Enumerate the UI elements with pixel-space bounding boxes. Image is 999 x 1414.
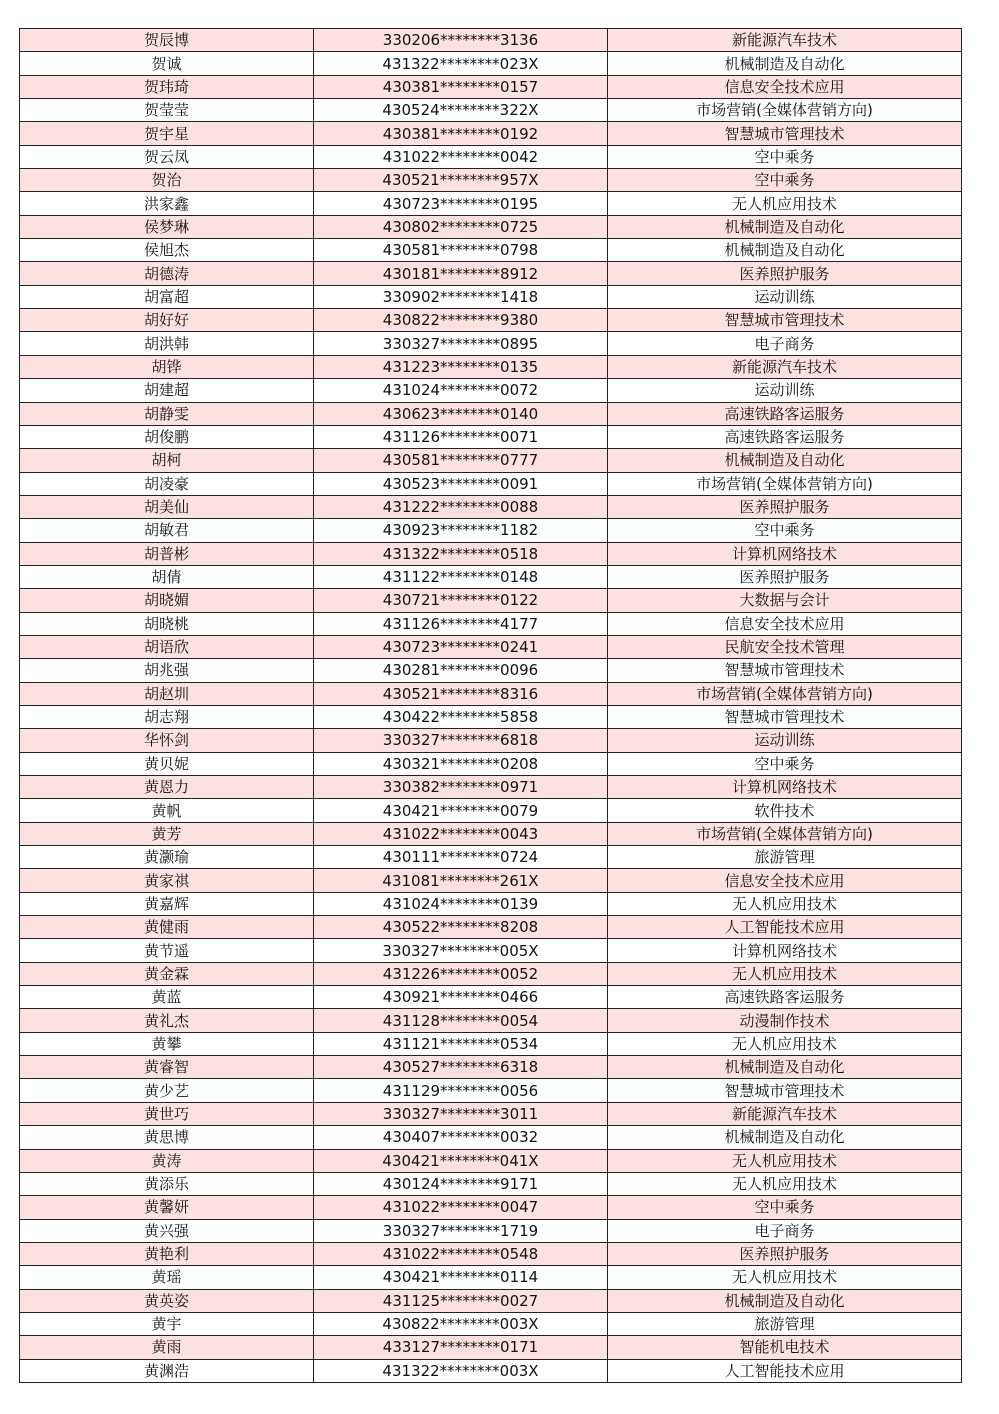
major-cell: 旅游管理 bbox=[608, 1312, 962, 1335]
name-cell: 黄宇 bbox=[20, 1312, 314, 1335]
major-cell: 空中乘务 bbox=[608, 752, 962, 775]
table-row bbox=[20, 1359, 962, 1382]
name-cell: 胡敏君 bbox=[20, 519, 314, 542]
table-row bbox=[20, 1266, 962, 1289]
id-number-cell: 430407********0032 bbox=[314, 1126, 608, 1149]
major-cell: 机械制造及自动化 bbox=[608, 1056, 962, 1079]
name-cell: 黄节遥 bbox=[20, 939, 314, 962]
id-number-cell: 431125********0027 bbox=[314, 1289, 608, 1312]
table-row bbox=[20, 1056, 962, 1079]
table-row bbox=[20, 1289, 962, 1312]
id-number-cell: 330382********0971 bbox=[314, 776, 608, 799]
table-row bbox=[20, 565, 962, 588]
major-cell: 大数据与会计 bbox=[608, 589, 962, 612]
table-row bbox=[20, 262, 962, 285]
table-row bbox=[20, 402, 962, 425]
id-number-cell: 431121********0534 bbox=[314, 1032, 608, 1055]
id-number-cell: 430524********322X bbox=[314, 99, 608, 122]
name-cell: 黄蓝 bbox=[20, 986, 314, 1009]
table-row bbox=[20, 799, 962, 822]
name-cell: 贺玮琦 bbox=[20, 75, 314, 98]
name-cell: 胡德涛 bbox=[20, 262, 314, 285]
table-body bbox=[20, 29, 962, 1383]
major-cell: 智能机电技术 bbox=[608, 1336, 962, 1359]
name-cell: 胡建超 bbox=[20, 379, 314, 402]
major-cell: 空中乘务 bbox=[608, 169, 962, 192]
name-cell: 黄兴强 bbox=[20, 1219, 314, 1242]
table-row bbox=[20, 612, 962, 635]
name-cell: 黄渊浩 bbox=[20, 1359, 314, 1382]
id-number-cell: 430822********003X bbox=[314, 1312, 608, 1335]
table-row bbox=[20, 519, 962, 542]
major-cell: 无人机应用技术 bbox=[608, 1266, 962, 1289]
id-number-cell: 330902********1418 bbox=[314, 285, 608, 308]
name-cell: 胡兆强 bbox=[20, 659, 314, 682]
id-number-cell: 430822********9380 bbox=[314, 309, 608, 332]
name-cell: 黄帆 bbox=[20, 799, 314, 822]
major-cell: 智慧城市管理技术 bbox=[608, 659, 962, 682]
table-row bbox=[20, 52, 962, 75]
major-cell: 智慧城市管理技术 bbox=[608, 309, 962, 332]
name-cell: 胡晓桃 bbox=[20, 612, 314, 635]
id-number-cell: 431126********4177 bbox=[314, 612, 608, 635]
name-cell: 胡铧 bbox=[20, 355, 314, 378]
table-row bbox=[20, 309, 962, 332]
id-number-cell: 330327********6818 bbox=[314, 729, 608, 752]
table-row bbox=[20, 869, 962, 892]
table-row bbox=[20, 379, 962, 402]
id-number-cell: 430921********0466 bbox=[314, 986, 608, 1009]
major-cell: 无人机应用技术 bbox=[608, 1172, 962, 1195]
id-number-cell: 431122********0148 bbox=[314, 565, 608, 588]
major-cell: 无人机应用技术 bbox=[608, 962, 962, 985]
name-cell: 黄少艺 bbox=[20, 1079, 314, 1102]
table-row bbox=[20, 939, 962, 962]
name-cell: 黄健雨 bbox=[20, 916, 314, 939]
table-row bbox=[20, 495, 962, 518]
name-cell: 胡倩 bbox=[20, 565, 314, 588]
name-cell: 胡赵圳 bbox=[20, 682, 314, 705]
major-cell: 信息安全技术应用 bbox=[608, 869, 962, 892]
major-cell: 空中乘务 bbox=[608, 519, 962, 542]
id-number-cell: 430111********0724 bbox=[314, 846, 608, 869]
table-row bbox=[20, 1196, 962, 1219]
table-row bbox=[20, 542, 962, 565]
id-number-cell: 430281********0096 bbox=[314, 659, 608, 682]
name-cell: 华怀剑 bbox=[20, 729, 314, 752]
table-row bbox=[20, 332, 962, 355]
table-row bbox=[20, 145, 962, 168]
table-row bbox=[20, 1032, 962, 1055]
major-cell: 信息安全技术应用 bbox=[608, 612, 962, 635]
table-row bbox=[20, 472, 962, 495]
major-cell: 机械制造及自动化 bbox=[608, 52, 962, 75]
major-cell: 市场营销(全媒体营销方向) bbox=[608, 822, 962, 845]
id-number-cell: 430381********0192 bbox=[314, 122, 608, 145]
major-cell: 市场营销(全媒体营销方向) bbox=[608, 682, 962, 705]
name-cell: 贺治 bbox=[20, 169, 314, 192]
table-row bbox=[20, 659, 962, 682]
name-cell: 洪家鑫 bbox=[20, 192, 314, 215]
id-number-cell: 430523********0091 bbox=[314, 472, 608, 495]
table-row bbox=[20, 99, 962, 122]
major-cell: 计算机网络技术 bbox=[608, 542, 962, 565]
name-cell: 侯梦琳 bbox=[20, 215, 314, 238]
id-number-cell: 330327********1719 bbox=[314, 1219, 608, 1242]
name-cell: 黄馨妍 bbox=[20, 1196, 314, 1219]
major-cell: 人工智能技术应用 bbox=[608, 916, 962, 939]
major-cell: 医养照护服务 bbox=[608, 565, 962, 588]
name-cell: 黄世巧 bbox=[20, 1102, 314, 1125]
major-cell: 医养照护服务 bbox=[608, 262, 962, 285]
table-row bbox=[20, 285, 962, 308]
name-cell: 黄贝妮 bbox=[20, 752, 314, 775]
table-row bbox=[20, 1172, 962, 1195]
id-number-cell: 430421********0079 bbox=[314, 799, 608, 822]
major-cell: 新能源汽车技术 bbox=[608, 355, 962, 378]
name-cell: 胡语欣 bbox=[20, 635, 314, 658]
major-cell: 医养照护服务 bbox=[608, 495, 962, 518]
name-cell: 黄家祺 bbox=[20, 869, 314, 892]
id-number-cell: 430421********041X bbox=[314, 1149, 608, 1172]
id-number-cell: 431126********0071 bbox=[314, 425, 608, 448]
table-row bbox=[20, 705, 962, 728]
major-cell: 民航安全技术管理 bbox=[608, 635, 962, 658]
table-row bbox=[20, 122, 962, 145]
id-number-cell: 430723********0195 bbox=[314, 192, 608, 215]
name-cell: 黄添乐 bbox=[20, 1172, 314, 1195]
id-number-cell: 430421********0114 bbox=[314, 1266, 608, 1289]
table-row bbox=[20, 169, 962, 192]
major-cell: 智慧城市管理技术 bbox=[608, 1079, 962, 1102]
table-row bbox=[20, 425, 962, 448]
major-cell: 软件技术 bbox=[608, 799, 962, 822]
major-cell: 电子商务 bbox=[608, 1219, 962, 1242]
id-number-cell: 431022********0042 bbox=[314, 145, 608, 168]
major-cell: 运动训练 bbox=[608, 379, 962, 402]
id-number-cell: 431081********261X bbox=[314, 869, 608, 892]
id-number-cell: 431223********0135 bbox=[314, 355, 608, 378]
table-row bbox=[20, 1102, 962, 1125]
id-number-cell: 430923********1182 bbox=[314, 519, 608, 542]
name-cell: 侯旭杰 bbox=[20, 239, 314, 262]
table-row bbox=[20, 1312, 962, 1335]
name-cell: 黄涛 bbox=[20, 1149, 314, 1172]
major-cell: 动漫制作技术 bbox=[608, 1009, 962, 1032]
id-number-cell: 430581********0777 bbox=[314, 449, 608, 472]
name-cell: 贺宇星 bbox=[20, 122, 314, 145]
id-number-cell: 431024********0072 bbox=[314, 379, 608, 402]
table-row bbox=[20, 29, 962, 52]
name-cell: 胡好好 bbox=[20, 309, 314, 332]
name-cell: 黄瑶 bbox=[20, 1266, 314, 1289]
major-cell: 医养照护服务 bbox=[608, 1242, 962, 1265]
major-cell: 空中乘务 bbox=[608, 1196, 962, 1219]
name-cell: 黄芳 bbox=[20, 822, 314, 845]
table-row bbox=[20, 215, 962, 238]
id-number-cell: 431022********0047 bbox=[314, 1196, 608, 1219]
id-number-cell: 430802********0725 bbox=[314, 215, 608, 238]
major-cell: 电子商务 bbox=[608, 332, 962, 355]
name-cell: 胡静雯 bbox=[20, 402, 314, 425]
name-cell: 胡普彬 bbox=[20, 542, 314, 565]
major-cell: 高速铁路客运服务 bbox=[608, 402, 962, 425]
id-number-cell: 430124********9171 bbox=[314, 1172, 608, 1195]
major-cell: 空中乘务 bbox=[608, 145, 962, 168]
id-number-cell: 430723********0241 bbox=[314, 635, 608, 658]
major-cell: 机械制造及自动化 bbox=[608, 1126, 962, 1149]
name-cell: 胡凌豪 bbox=[20, 472, 314, 495]
name-cell: 胡志翔 bbox=[20, 705, 314, 728]
id-number-cell: 431022********0548 bbox=[314, 1242, 608, 1265]
id-number-cell: 433127********0171 bbox=[314, 1336, 608, 1359]
table-row bbox=[20, 75, 962, 98]
name-cell: 黄嘉辉 bbox=[20, 892, 314, 915]
table-row bbox=[20, 822, 962, 845]
table-row bbox=[20, 355, 962, 378]
major-cell: 旅游管理 bbox=[608, 846, 962, 869]
name-cell: 贺辰博 bbox=[20, 29, 314, 52]
id-number-cell: 330206********3136 bbox=[314, 29, 608, 52]
id-number-cell: 430521********957X bbox=[314, 169, 608, 192]
name-cell: 贺诚 bbox=[20, 52, 314, 75]
id-number-cell: 431024********0139 bbox=[314, 892, 608, 915]
name-cell: 贺云凤 bbox=[20, 145, 314, 168]
major-cell: 新能源汽车技术 bbox=[608, 1102, 962, 1125]
major-cell: 无人机应用技术 bbox=[608, 892, 962, 915]
table-row bbox=[20, 589, 962, 612]
table-row bbox=[20, 192, 962, 215]
major-cell: 无人机应用技术 bbox=[608, 1032, 962, 1055]
table-row bbox=[20, 846, 962, 869]
table-row bbox=[20, 635, 962, 658]
id-number-cell: 431128********0054 bbox=[314, 1009, 608, 1032]
table-row bbox=[20, 729, 962, 752]
name-cell: 胡美仙 bbox=[20, 495, 314, 518]
id-number-cell: 431322********003X bbox=[314, 1359, 608, 1382]
table-row bbox=[20, 1242, 962, 1265]
name-cell: 胡柯 bbox=[20, 449, 314, 472]
table-row bbox=[20, 1009, 962, 1032]
major-cell: 人工智能技术应用 bbox=[608, 1359, 962, 1382]
table-row bbox=[20, 986, 962, 1009]
name-cell: 贺莹莹 bbox=[20, 99, 314, 122]
major-cell: 信息安全技术应用 bbox=[608, 75, 962, 98]
major-cell: 高速铁路客运服务 bbox=[608, 986, 962, 1009]
name-cell: 黄礼杰 bbox=[20, 1009, 314, 1032]
table-row bbox=[20, 962, 962, 985]
major-cell: 市场营销(全媒体营销方向) bbox=[608, 99, 962, 122]
major-cell: 机械制造及自动化 bbox=[608, 449, 962, 472]
major-cell: 无人机应用技术 bbox=[608, 1149, 962, 1172]
name-cell: 胡晓媚 bbox=[20, 589, 314, 612]
major-cell: 新能源汽车技术 bbox=[608, 29, 962, 52]
table-row bbox=[20, 1149, 962, 1172]
id-number-cell: 430527********6318 bbox=[314, 1056, 608, 1079]
major-cell: 智慧城市管理技术 bbox=[608, 122, 962, 145]
table-row bbox=[20, 776, 962, 799]
id-number-cell: 430623********0140 bbox=[314, 402, 608, 425]
table-row bbox=[20, 1219, 962, 1242]
table-row bbox=[20, 1079, 962, 1102]
major-cell: 计算机网络技术 bbox=[608, 776, 962, 799]
id-number-cell: 431322********023X bbox=[314, 52, 608, 75]
major-cell: 无人机应用技术 bbox=[608, 192, 962, 215]
id-number-cell: 430422********5858 bbox=[314, 705, 608, 728]
table-row bbox=[20, 1336, 962, 1359]
major-cell: 市场营销(全媒体营销方向) bbox=[608, 472, 962, 495]
major-cell: 高速铁路客运服务 bbox=[608, 425, 962, 448]
name-cell: 黄攀 bbox=[20, 1032, 314, 1055]
id-number-cell: 431222********0088 bbox=[314, 495, 608, 518]
id-number-cell: 430521********8316 bbox=[314, 682, 608, 705]
id-number-cell: 431022********0043 bbox=[314, 822, 608, 845]
id-number-cell: 431129********0056 bbox=[314, 1079, 608, 1102]
major-cell: 机械制造及自动化 bbox=[608, 239, 962, 262]
table-row bbox=[20, 892, 962, 915]
major-cell: 计算机网络技术 bbox=[608, 939, 962, 962]
id-number-cell: 330327********0895 bbox=[314, 332, 608, 355]
id-number-cell: 330327********3011 bbox=[314, 1102, 608, 1125]
id-number-cell: 431322********0518 bbox=[314, 542, 608, 565]
table-row bbox=[20, 1126, 962, 1149]
name-cell: 黄雨 bbox=[20, 1336, 314, 1359]
name-cell: 胡富超 bbox=[20, 285, 314, 308]
table-row bbox=[20, 682, 962, 705]
id-number-cell: 430181********8912 bbox=[314, 262, 608, 285]
name-cell: 黄思博 bbox=[20, 1126, 314, 1149]
student-roster-table bbox=[19, 28, 962, 1383]
name-cell: 胡洪韩 bbox=[20, 332, 314, 355]
table-row bbox=[20, 449, 962, 472]
table-row bbox=[20, 916, 962, 939]
name-cell: 黄艳利 bbox=[20, 1242, 314, 1265]
major-cell: 机械制造及自动化 bbox=[608, 1289, 962, 1312]
id-number-cell: 430721********0122 bbox=[314, 589, 608, 612]
id-number-cell: 430522********8208 bbox=[314, 916, 608, 939]
major-cell: 运动训练 bbox=[608, 729, 962, 752]
name-cell: 黄金霖 bbox=[20, 962, 314, 985]
name-cell: 胡俊鹏 bbox=[20, 425, 314, 448]
id-number-cell: 330327********005X bbox=[314, 939, 608, 962]
major-cell: 智慧城市管理技术 bbox=[608, 705, 962, 728]
id-number-cell: 430321********0208 bbox=[314, 752, 608, 775]
name-cell: 黄恩力 bbox=[20, 776, 314, 799]
name-cell: 黄睿智 bbox=[20, 1056, 314, 1079]
id-number-cell: 431226********0052 bbox=[314, 962, 608, 985]
id-number-cell: 430581********0798 bbox=[314, 239, 608, 262]
major-cell: 机械制造及自动化 bbox=[608, 215, 962, 238]
table-row bbox=[20, 239, 962, 262]
name-cell: 黄英姿 bbox=[20, 1289, 314, 1312]
table-row bbox=[20, 752, 962, 775]
major-cell: 运动训练 bbox=[608, 285, 962, 308]
name-cell: 黄灏瑜 bbox=[20, 846, 314, 869]
id-number-cell: 430381********0157 bbox=[314, 75, 608, 98]
